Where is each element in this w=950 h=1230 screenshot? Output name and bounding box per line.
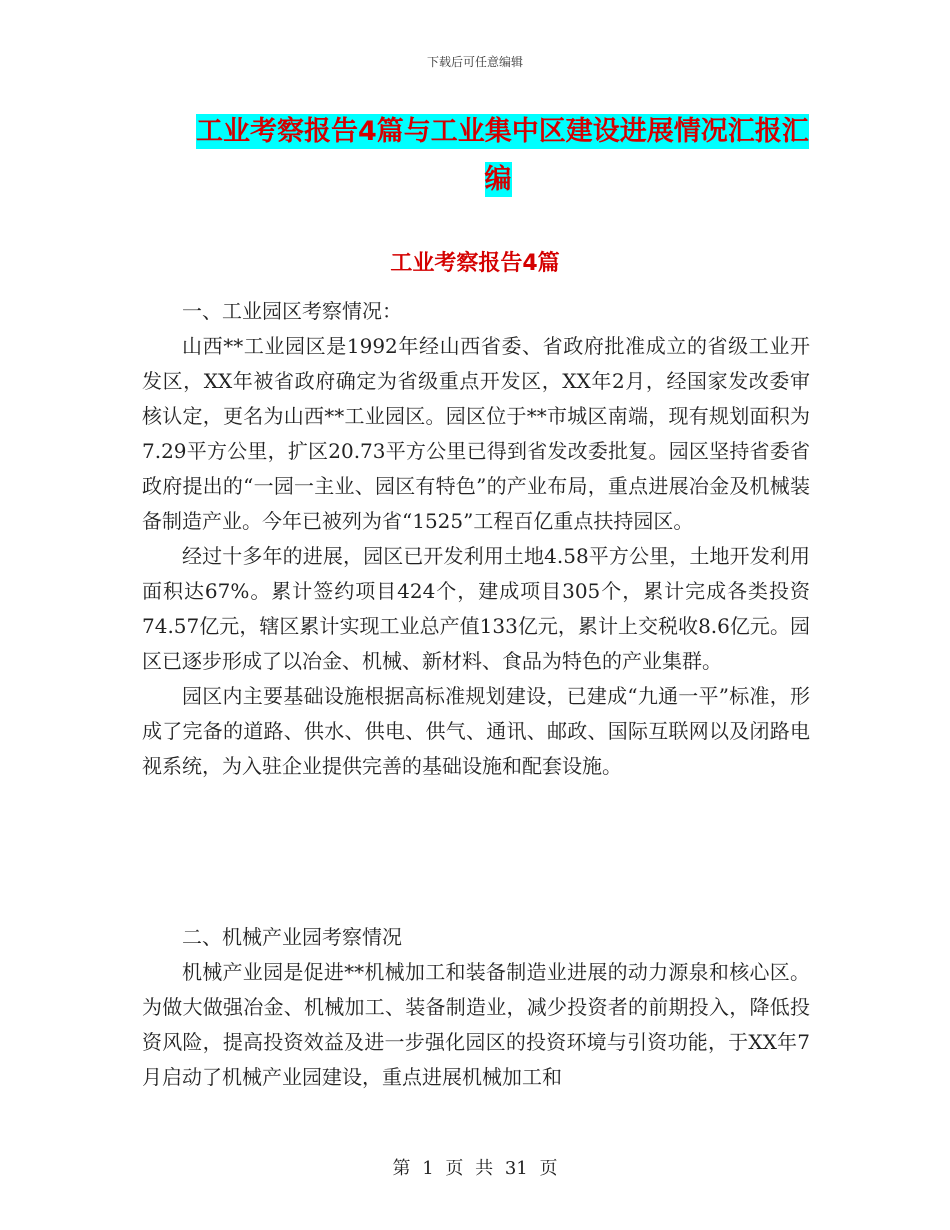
section-title: 工业考察报告4篇 [390,251,560,276]
title-line-2: 编 [484,164,512,195]
header-note: 下载后可任意编辑 [426,55,523,69]
paragraph: 园区内主要基础设施根据高标准规划建设，已建成“九通一平”标准，形成了完备的道路、供水、供电、供气、通讯、邮政、国际互联网以及闭路电视系统，为入驻企业提供完善的基础设施和配套设施。 [142,684,810,778]
body-block-2 [142,920,810,1095]
paragraph: 机械产业园是促进**机械加工和装备制造业进展的动力源泉和核心区。为做大做强冶金、机械加工、装备制造业，减少投资者的前期投入，降低投资风险，提高投资效益及进一步强化园区的投资环境与引资功能，于XX年7月启动了机械产业园建设，重点进展机械加工和 [142,960,810,1089]
page-footer: 第 1 页 共 31 页 [392,1158,558,1179]
paragraph: 经过十多年的进展，园区已开发利用土地4.58平方公里，土地开发利用面积达67%。累计签约项目424个，建成项目305个，累计完成各类投资74.57亿元，辖区累计实现工业总产值133亿元，累计上交税收8.6亿元。园区已逐步形成了以冶金、机械、新材料、食品为特色的产业集群。 [142,544,810,673]
document-title [180,110,810,202]
paragraph: 山西**工业园区是1992年经山西省委、省政府批准成立的省级工业开发区，XX年被省政府确定为省级重点开发区，XX年2月，经国家发改委审核认定，更名为山西**工业园区。园区位于**市城区南端，现有规划面积为7.29平方公里，扩区20.73平方公里已得到省发改委批复。园区坚持省委省政府提出的“一园一主业、园区有特色”的产业布局，重点进展冶金及机械装备制造产业。今年已被列为省“1525”工程百亿重点扶持园区。 [142,334,810,533]
paragraph: 二、机械产业园考察情况 [182,925,402,949]
title-line-1: 工业考察报告4篇与工业集中区建设进展情况汇报汇 [196,116,809,147]
paragraph: 一、工业园区考察情况： [182,299,402,323]
body-block-1 [142,294,810,784]
